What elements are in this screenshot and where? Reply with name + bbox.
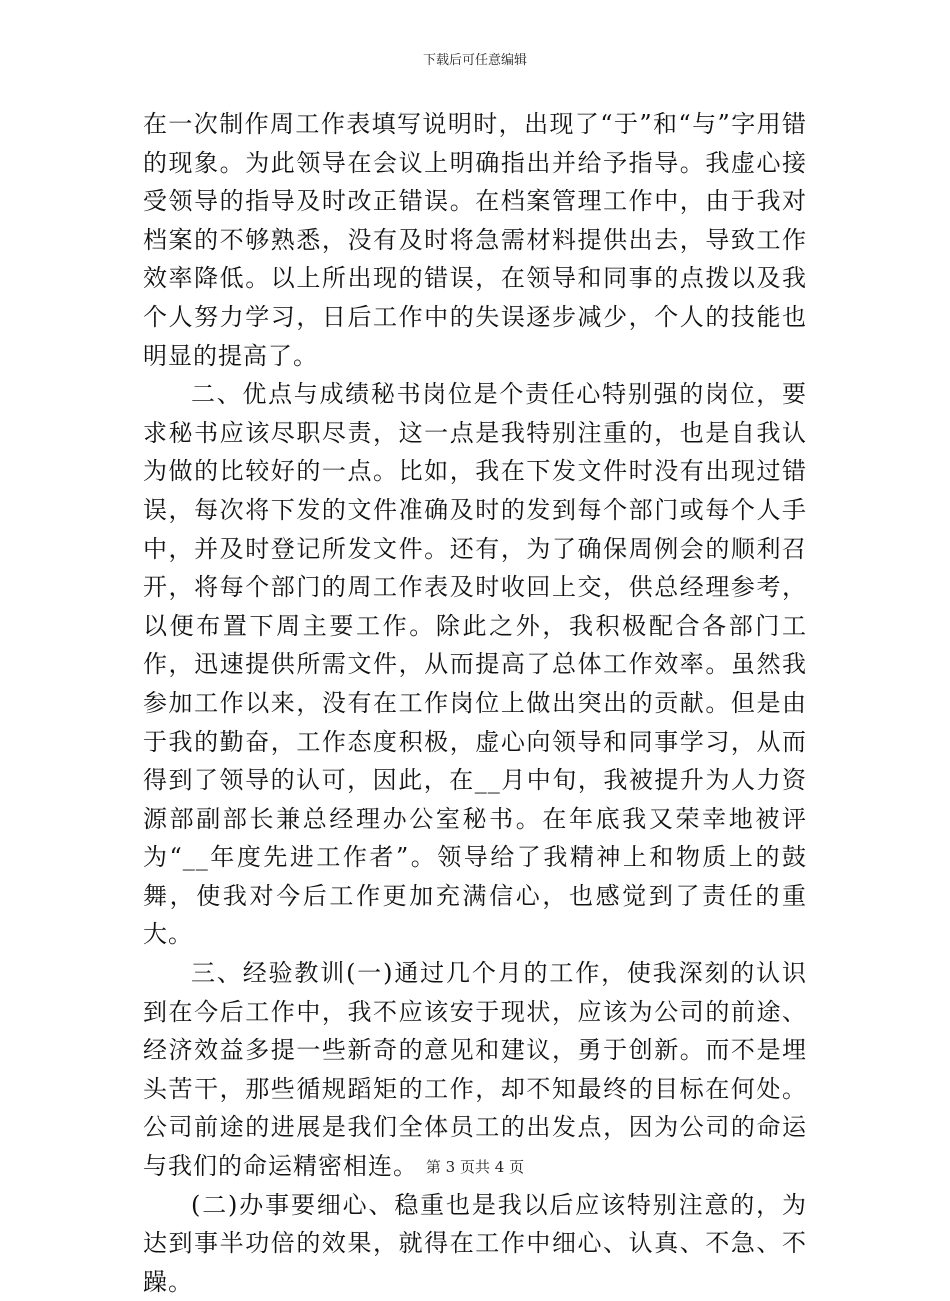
paragraph-lessons-two: (二)办事要细心、稳重也是我以后应该特别注意的，为达到事半功倍的效果，就得在工作中细心、认真、不急、不躁。 [143,1190,807,1296]
paragraph-errors-corrected: 在一次制作周工作表填写说明时，出现了“于”和“与”字用错的现象。为此领导在会议上明确指出并给予指导。我虚心接受领导的指导及时改正错误。在档案管理工作中，由于我对档案的不够熟悉，没有及时将急需材料提供出去，导致工作效率降低。以上所出现的错误，在领导和同事的点拨以及我个人努力学习，日后工作中的失误逐步减少，个人的技能也明显的提高了。 [143,110,807,370]
page-number-footer: 第 3 页共 4 页 [425,1158,525,1176]
page-header-note: 下载后可任意编辑 [422,53,527,68]
paragraph-strengths-achievements: 二、优点与成绩秘书岗位是个责任心特别强的岗位，要求秘书应该尽职尽责，这一点是我特别注重的，也是自我认为做的比较好的一点。比如，我在下发文件时没有出现过错误，每次将下发的文件准确及时的发到每个部门或每个人手中，并及时登记所发文件。还有，为了确保周例会的顺利召开，将每个部门的周工作表及时收回上交，供总经理参考，以便布置下周主要工作。除此之外，我积极配合各部门工作，迅速提供所需文件，从而提高了总体工作效率。虽然我参加工作以来，没有在工作岗位上做出突出的贡献。但是由于我的勤奋，工作态度积极，虚心向领导和同事学习，从而得到了领导的认可，因此，在__月中旬，我被提升为人力资源部副部长兼总经理办公室秘书。在年底我又荣幸地被评为“__年度先进工作者”。领导给了我精神上和物质上的鼓舞，使我对今后工作更加充满信心，也感觉到了责任的重大。 [143,380,807,949]
document-body [143,105,807,1301]
paragraph-lessons-one: 三、经验教训(一)通过几个月的工作，使我深刻的认识到在今后工作中，我不应该安于现状，应该为公司的前途、经济效益多提一些新奇的意见和建议，勇于创新。而不是埋头苦干，那些循规蹈矩的工作，却不知最终的目标在何处。公司前途的进展是我们全体员工的出发点，因为公司的命运与我们的命运精密相连。 [143,959,807,1181]
